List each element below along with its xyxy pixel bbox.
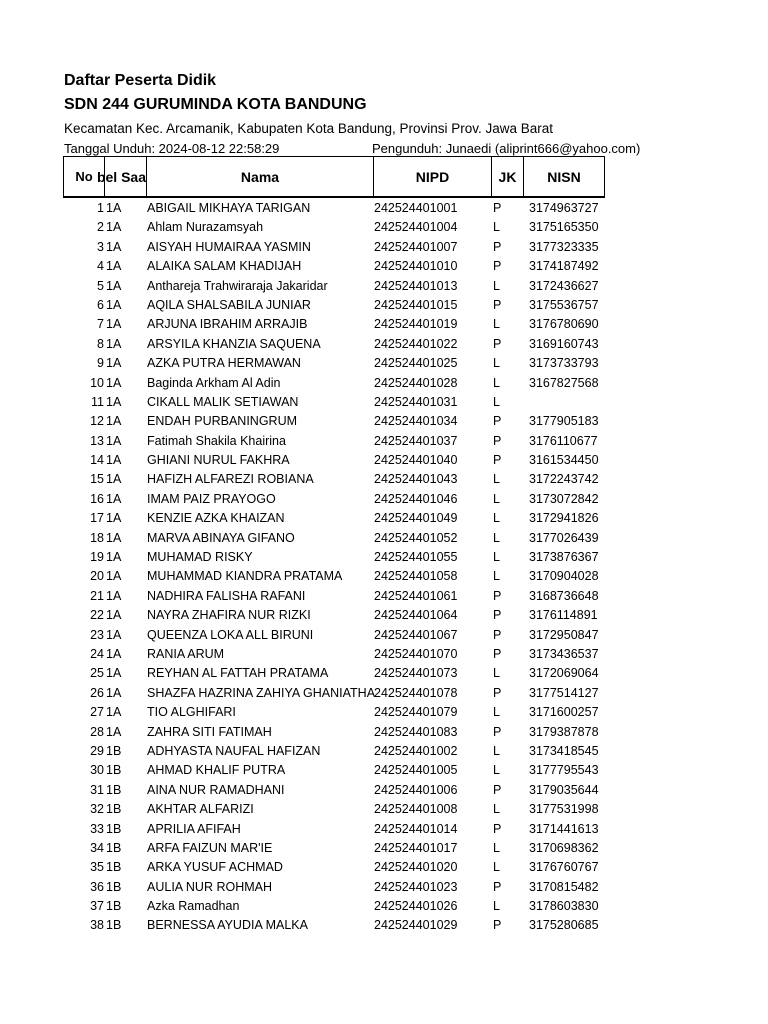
row-rombel: 1B: [106, 840, 122, 855]
row-nama: AZKA PUTRA HERMAWAN: [147, 356, 301, 371]
row-nama: NADHIRA FALISHA RAFANI: [147, 588, 306, 603]
row-jk: L: [493, 550, 500, 565]
table-row: [63, 451, 663, 470]
table-row: [63, 897, 663, 916]
row-rombel: 1A: [106, 530, 122, 545]
school-location: Kecamatan Kec. Arcamanik, Kabupaten Kota Bandung, Provinsi Prov. Jawa Barat: [64, 121, 554, 136]
table-row: [63, 878, 663, 897]
header-nisn: NISN: [547, 168, 581, 185]
row-jk: P: [493, 414, 502, 429]
row-rombel: 1A: [106, 569, 122, 584]
row-nama: ARFA FAIZUN MAR'IE: [147, 840, 273, 855]
row-no: 24: [90, 646, 104, 661]
row-jk: P: [493, 453, 502, 468]
table-row: [63, 490, 663, 509]
row-nipd: 242524401014: [374, 821, 458, 836]
row-no: 32: [90, 802, 104, 817]
row-nipd: 242524401017: [374, 840, 458, 855]
table-row: [63, 703, 663, 722]
row-nipd: 242524401006: [374, 782, 458, 797]
row-nisn: 3179035644: [529, 782, 599, 797]
row-no: 8: [97, 336, 104, 351]
row-rombel: 1B: [106, 821, 122, 836]
row-nisn: 3170815482: [529, 879, 599, 894]
row-nipd: 242524401031: [374, 394, 458, 409]
row-no: 2: [97, 220, 104, 235]
row-nipd: 242524401067: [374, 627, 458, 642]
row-rombel: 1A: [106, 511, 122, 526]
table-row: [63, 238, 663, 257]
row-nipd: 242524401028: [374, 375, 458, 390]
row-nisn: 3174187492: [529, 259, 599, 274]
row-nisn: 3173072842: [529, 491, 599, 506]
row-nama: BERNESSA AYUDIA MALKA: [147, 918, 308, 933]
table-row: [63, 916, 663, 935]
row-nama: AKHTAR ALFARIZI: [147, 802, 254, 817]
row-no: 26: [90, 685, 104, 700]
row-nipd: 242524401037: [374, 433, 458, 448]
row-no: 35: [90, 860, 104, 875]
row-no: 19: [90, 550, 104, 565]
row-rombel: 1A: [106, 472, 122, 487]
row-rombel: 1B: [106, 899, 122, 914]
row-jk: P: [493, 588, 502, 603]
row-jk: L: [493, 840, 500, 855]
row-rombel: 1A: [106, 550, 122, 565]
row-jk: P: [493, 336, 502, 351]
row-nama: AISYAH HUMAIRAA YASMIN: [147, 239, 311, 254]
row-no: 17: [90, 511, 104, 526]
row-no: 6: [97, 297, 104, 312]
row-nipd: 242524401046: [374, 491, 458, 506]
table-row: [63, 199, 663, 218]
row-nipd: 242524401061: [374, 588, 458, 603]
row-nipd: 242524401083: [374, 724, 458, 739]
row-nama: AINA NUR RAMADHANI: [147, 782, 285, 797]
row-no: 30: [90, 763, 104, 778]
row-rombel: 1A: [106, 685, 122, 700]
row-jk: L: [493, 802, 500, 817]
row-jk: L: [493, 763, 500, 778]
row-rombel: 1B: [106, 763, 122, 778]
row-jk: L: [493, 278, 500, 293]
row-no: 7: [97, 317, 104, 332]
row-nipd: 242524401022: [374, 336, 458, 351]
row-nama: ADHYASTA NAUFAL HAFIZAN: [147, 743, 321, 758]
row-nipd: 242524401043: [374, 472, 458, 487]
row-nama: RANIA ARUM: [147, 646, 225, 661]
row-nisn: 3176780690: [529, 317, 599, 332]
row-nama: ARKA YUSUF ACHMAD: [147, 860, 283, 875]
row-nama: AULIA NUR ROHMAH: [147, 879, 273, 894]
row-nisn: 3177795543: [529, 763, 599, 778]
row-nama: AHMAD KHALIF PUTRA: [147, 763, 286, 778]
header-nama: Nama: [147, 157, 374, 196]
row-no: 34: [90, 840, 104, 855]
row-nipd: 242524401058: [374, 569, 458, 584]
row-nisn: 3178603830: [529, 899, 599, 914]
row-nipd: 242524401013: [374, 278, 458, 293]
row-rombel: 1A: [106, 724, 122, 739]
row-jk: P: [493, 879, 502, 894]
row-nama: ABIGAIL MIKHAYA TARIGAN: [147, 201, 311, 215]
table-row: [63, 296, 663, 315]
row-nama: Ahlam Nurazamsyah: [147, 220, 264, 235]
row-rombel: 1A: [106, 666, 122, 681]
row-rombel: 1B: [106, 879, 122, 894]
row-nipd: 242524401079: [374, 705, 458, 720]
row-nisn: 3172069064: [529, 666, 599, 681]
row-nisn: 3170904028: [529, 569, 599, 584]
table-row: [63, 800, 663, 819]
row-no: 36: [90, 879, 104, 894]
row-nama: GHIANI NURUL FAKHRA: [147, 453, 290, 468]
row-rombel: 1A: [106, 259, 122, 274]
row-no: 16: [90, 491, 104, 506]
row-nisn: 3173876367: [529, 550, 599, 565]
row-nisn: 3177026439: [529, 530, 599, 545]
row-jk: L: [493, 705, 500, 720]
row-jk: P: [493, 918, 502, 933]
row-nisn: 3176760767: [529, 860, 599, 875]
table-row: [63, 509, 663, 528]
row-jk: L: [493, 899, 500, 914]
table-row: [63, 374, 663, 393]
row-jk: L: [493, 375, 500, 390]
row-nama: CIKALL MALIK SETIAWAN: [147, 394, 299, 409]
row-nisn: 3179387878: [529, 724, 599, 739]
row-no: 10: [90, 375, 104, 390]
table-header: [63, 156, 605, 198]
row-nipd: 242524401064: [374, 608, 458, 623]
row-jk: P: [493, 724, 502, 739]
row-no: 23: [90, 627, 104, 642]
row-rombel: 1A: [106, 646, 122, 661]
row-nipd: 242524401034: [374, 414, 458, 429]
row-rombel: 1A: [106, 608, 122, 623]
row-nama: KENZIE AZKA KHAIZAN: [147, 511, 285, 526]
row-nipd: 242524401001: [374, 201, 458, 215]
row-nama: MARVA ABINAYA GIFANO: [147, 530, 295, 545]
row-nisn: 3170698362: [529, 840, 599, 855]
row-rombel: 1B: [106, 802, 122, 817]
header-nipd: NIPD: [374, 157, 492, 196]
row-rombel: 1A: [106, 433, 122, 448]
row-jk: L: [493, 569, 500, 584]
row-no: 13: [90, 433, 104, 448]
table-row: [63, 354, 663, 373]
row-jk: P: [493, 297, 502, 312]
student-table-body: [63, 199, 663, 936]
row-rombel: 1A: [106, 705, 122, 720]
school-name: SDN 244 GURUMINDA KOTA BANDUNG: [64, 96, 367, 113]
row-jk: P: [493, 201, 502, 215]
row-nama: MUHAMMAD KIANDRA PRATAMA: [147, 569, 343, 584]
row-nisn: 3173418545: [529, 743, 599, 758]
table-row: [63, 277, 663, 296]
row-nama: ARSYILA KHANZIA SAQUENA: [147, 336, 321, 351]
row-no: 12: [90, 414, 104, 429]
row-no: 21: [90, 588, 104, 603]
table-row: [63, 626, 663, 645]
row-no: 25: [90, 666, 104, 681]
row-rombel: 1A: [106, 453, 122, 468]
row-nipd: 242524401073: [374, 666, 458, 681]
row-nama: APRILIA AFIFAH: [147, 821, 241, 836]
row-nisn: 3172243742: [529, 472, 599, 487]
table-row: [63, 606, 663, 625]
row-rombel: 1B: [106, 918, 122, 933]
table-row: [63, 432, 663, 451]
row-nisn: 3175280685: [529, 918, 599, 933]
table-row: [63, 470, 663, 489]
row-nipd: 242524401055: [374, 550, 458, 565]
row-jk: P: [493, 259, 502, 274]
header-jk: JK: [492, 157, 524, 196]
row-rombel: 1A: [106, 491, 122, 506]
row-nama: AQILA SHALSABILA JUNIAR: [147, 297, 311, 312]
downloader: Pengunduh: Junaedi (aliprint666@yahoo.com): [372, 141, 641, 156]
row-no: 29: [90, 743, 104, 758]
row-nama: QUEENZA LOKA ALL BIRUNI: [147, 627, 314, 642]
row-jk: L: [493, 220, 500, 235]
document-title: Daftar Peserta Didik: [64, 72, 217, 89]
row-rombel: 1A: [106, 201, 122, 215]
row-jk: P: [493, 433, 502, 448]
row-nama: ZAHRA SITI FATIMAH: [147, 724, 272, 739]
row-nisn: 3172941826: [529, 511, 599, 526]
row-nisn: 3175165350: [529, 220, 599, 235]
table-row: [63, 548, 663, 567]
row-nama: Anthareja Trahwiraraja Jakaridar: [147, 278, 328, 293]
row-rombel: 1B: [106, 782, 122, 797]
row-nipd: 242524401008: [374, 802, 458, 817]
row-nipd: 242524401015: [374, 297, 458, 312]
row-nipd: 242524401078: [374, 685, 458, 700]
row-nisn: 3177514127: [529, 685, 599, 700]
table-row: [63, 839, 663, 858]
row-nama: Azka Ramadhan: [147, 899, 240, 914]
row-nisn: 3177531998: [529, 802, 599, 817]
row-nisn: 3169160743: [529, 336, 599, 351]
table-row: [63, 664, 663, 683]
row-nama: REYHAN AL FATTAH PRATAMA: [147, 666, 329, 681]
row-nisn: 3161534450: [529, 453, 599, 468]
row-jk: L: [493, 394, 500, 409]
row-jk: P: [493, 627, 502, 642]
row-jk: P: [493, 821, 502, 836]
table-row: [63, 820, 663, 839]
row-jk: L: [493, 356, 500, 371]
row-jk: L: [493, 511, 500, 526]
row-nama: ALAIKA SALAM KHADIJAH: [147, 259, 302, 274]
row-rombel: 1A: [106, 220, 122, 235]
row-nisn: 3175536757: [529, 297, 599, 312]
row-nisn: 3177905183: [529, 414, 599, 429]
row-nipd: 242524401029: [374, 918, 458, 933]
row-rombel: 1A: [106, 239, 122, 254]
table-row: [63, 742, 663, 761]
download-date: Tanggal Unduh: 2024-08-12 22:58:29: [64, 141, 280, 156]
table-row: [63, 567, 663, 586]
row-jk: L: [493, 530, 500, 545]
row-nipd: 242524401023: [374, 879, 458, 894]
row-jk: P: [493, 685, 502, 700]
row-rombel: 1A: [106, 394, 122, 409]
row-nisn: 3172950847: [529, 627, 599, 642]
row-no: 27: [90, 705, 104, 720]
row-nisn: 3173733793: [529, 356, 599, 371]
row-nama: TIO ALGHIFARI: [147, 705, 236, 720]
row-no: 5: [97, 278, 104, 293]
table-row: [63, 315, 663, 334]
table-row: [63, 781, 663, 800]
row-nipd: 242524401026: [374, 899, 458, 914]
row-rombel: 1A: [106, 588, 122, 603]
row-nipd: 242524401020: [374, 860, 458, 875]
row-jk: L: [493, 743, 500, 758]
row-nipd: 242524401019: [374, 317, 458, 332]
row-jk: L: [493, 472, 500, 487]
row-no: 4: [97, 259, 104, 274]
row-jk: P: [493, 239, 502, 254]
row-nisn: 3177323335: [529, 239, 599, 254]
row-nipd: 242524401004: [374, 220, 458, 235]
row-no: 15: [90, 472, 104, 487]
row-nipd: 242524401049: [374, 511, 458, 526]
table-row: [63, 684, 663, 703]
row-no: 31: [90, 782, 104, 797]
row-nisn: 3171600257: [529, 705, 599, 720]
row-nipd: 242524401007: [374, 239, 458, 254]
table-row: [63, 393, 663, 412]
row-nisn: 3176110677: [529, 433, 598, 448]
row-no: 28: [90, 724, 104, 739]
row-nama: HAFIZH ALFAREZI ROBIANA: [147, 472, 314, 487]
row-rombel: 1A: [106, 278, 122, 293]
row-no: 38: [90, 918, 104, 933]
row-jk: L: [493, 666, 500, 681]
row-no: 11: [91, 394, 104, 409]
row-nisn: 3171441613: [529, 821, 599, 836]
row-nipd: 242524401052: [374, 530, 458, 545]
row-rombel: 1B: [106, 743, 122, 758]
row-nisn: 3167827568: [529, 375, 599, 390]
row-nisn: 3173436537: [529, 646, 599, 661]
table-row: [63, 257, 663, 276]
table-row: [63, 723, 663, 742]
row-no: 14: [90, 453, 104, 468]
row-nipd: 242524401070: [374, 646, 458, 661]
row-rombel: 1A: [106, 356, 122, 371]
row-jk: L: [493, 317, 500, 332]
row-nipd: 242524401025: [374, 356, 458, 371]
row-rombel: 1A: [106, 317, 122, 332]
row-jk: L: [493, 491, 500, 506]
row-rombel: 1A: [106, 375, 122, 390]
row-nama: Baginda Arkham Al Adin: [147, 375, 281, 390]
row-rombel: 1A: [106, 414, 122, 429]
row-no: 22: [90, 608, 104, 623]
header-no: No: [64, 157, 105, 196]
row-jk: P: [493, 646, 502, 661]
row-rombel: 1B: [106, 860, 122, 875]
row-nama: ENDAH PURBANINGRUM: [147, 414, 298, 429]
row-rombel: 1A: [106, 627, 122, 642]
table-row: [63, 645, 663, 664]
table-row: [63, 858, 663, 877]
row-nipd: 242524401002: [374, 743, 458, 758]
row-rombel: 1A: [106, 336, 122, 351]
row-nipd: 242524401040: [374, 453, 458, 468]
row-nipd: 242524401005: [374, 763, 458, 778]
row-nama: SHAZFA HAZRINA ZAHIYA GHANIATHA: [147, 685, 376, 700]
table-row: [63, 529, 663, 548]
row-nisn: 3172436627: [529, 278, 599, 293]
table-row: [63, 335, 663, 354]
header-rombel: bel Saa: [105, 157, 147, 196]
row-nama: NAYRA ZHAFIRA NUR RIZKI: [147, 608, 311, 623]
table-row: [63, 761, 663, 780]
row-nisn: 3176114891: [529, 608, 598, 623]
table-row: [63, 412, 663, 431]
row-jk: L: [493, 860, 500, 875]
row-no: 1: [97, 201, 104, 215]
row-no: 37: [90, 899, 104, 914]
row-nipd: 242524401010: [374, 259, 458, 274]
row-nama: MUHAMAD RISKY: [147, 550, 253, 565]
row-jk: P: [493, 782, 502, 797]
row-jk: P: [493, 608, 502, 623]
table-row: [63, 218, 663, 237]
row-nama: ARJUNA IBRAHIM ARRAJIB: [147, 317, 308, 332]
row-nama: Fatimah Shakila Khairina: [147, 433, 286, 448]
row-no: 3: [97, 239, 104, 254]
row-no: 33: [90, 821, 104, 836]
row-no: 9: [97, 356, 104, 371]
row-no: 18: [90, 530, 104, 545]
row-nama: IMAM PAIZ PRAYOGO: [147, 491, 276, 506]
row-nisn: 3168736648: [529, 588, 599, 603]
row-nisn: 3174963727: [529, 201, 599, 215]
row-rombel: 1A: [106, 297, 122, 312]
table-row: [63, 587, 663, 606]
row-no: 20: [90, 569, 104, 584]
